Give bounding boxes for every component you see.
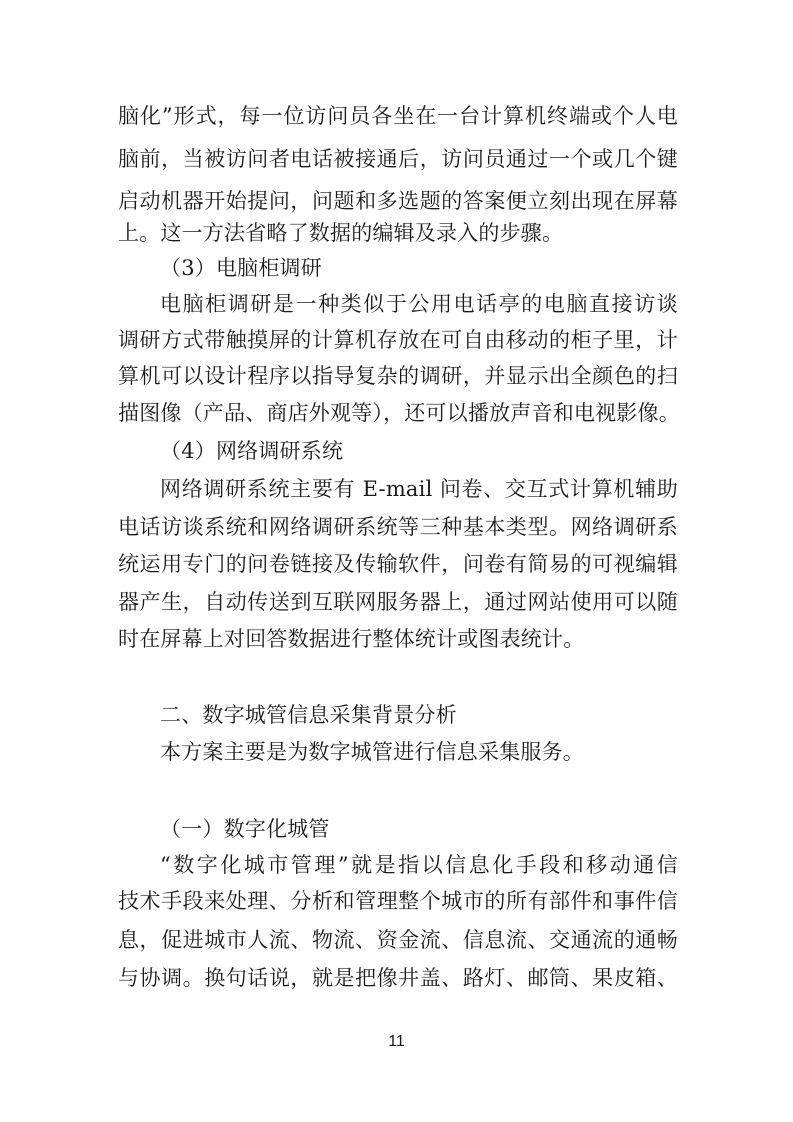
paragraph-line: 上。这一方法省略了数据的编辑及录入的步骤。 [118,221,564,245]
paragraph-line: 脑化”形式，每一位访问员各坐在一台计算机终端或个人电 [118,104,678,128]
paragraph-line: 调研方式带触摸屏的计算机存放在可自由移动的柜子里，计 [118,328,678,352]
paragraph-line: 启动机器开始提问，问题和多选题的答案便立刻出现在屏幕 [118,189,678,213]
paragraph-line: 息，促进城市人流、物流、资金流、信息流、交通流的通畅 [118,928,678,952]
page-number: 11 [388,1033,405,1050]
paragraph-line: 电话访谈系统和网络调研系统等三种基本类型。网络调研系 [118,515,678,539]
section-heading-4: （4）网络调研系统 [160,439,344,463]
paragraph-line: 算机可以设计程序以指导复杂的调研，并显示出全颜色的扫 [118,364,678,388]
paragraph-line: 器产生，自动传送到互联网服务器上，通过网站使用可以随 [118,590,678,614]
paragraph-line: 本方案主要是为数字城管进行信息采集服务。 [160,740,584,764]
paragraph-line: 统运用专门的问卷链接及传输软件，问卷有简易的可视编辑 [118,552,678,576]
section-heading-3: （3）电脑柜调研 [160,256,322,280]
paragraph-line: 时在屏幕上对回答数据进行整体统计或图表统计。 [118,627,585,651]
paragraph-line: 描图像（产品、商店外观等），还可以播放声音和电视影像。 [118,401,680,425]
paragraph-line: 与协调。换句话说，就是把像井盖、路灯、邮筒、果皮箱、 [118,966,678,990]
paragraph-line: 网络调研系统主要有 E-mail 问卷、交互式计算机辅助 [160,477,678,501]
paragraph-line: 脑前，当被访问者电话被接通后，访问员通过一个或几个键 [118,147,678,171]
paragraph-line: 电脑柜调研是一种类似于公用电话亭的电脑直接访谈 [160,292,678,316]
subsection-heading: （一）数字化城管 [160,817,330,841]
paragraph-line: 技术手段来处理、分析和管理整个城市的所有部件和事件信 [118,889,678,913]
chapter-heading: 二、数字城管信息采集背景分析 [160,703,457,727]
paragraph-line: “数字化城市管理”就是指以信息化手段和移动通信 [160,853,678,877]
